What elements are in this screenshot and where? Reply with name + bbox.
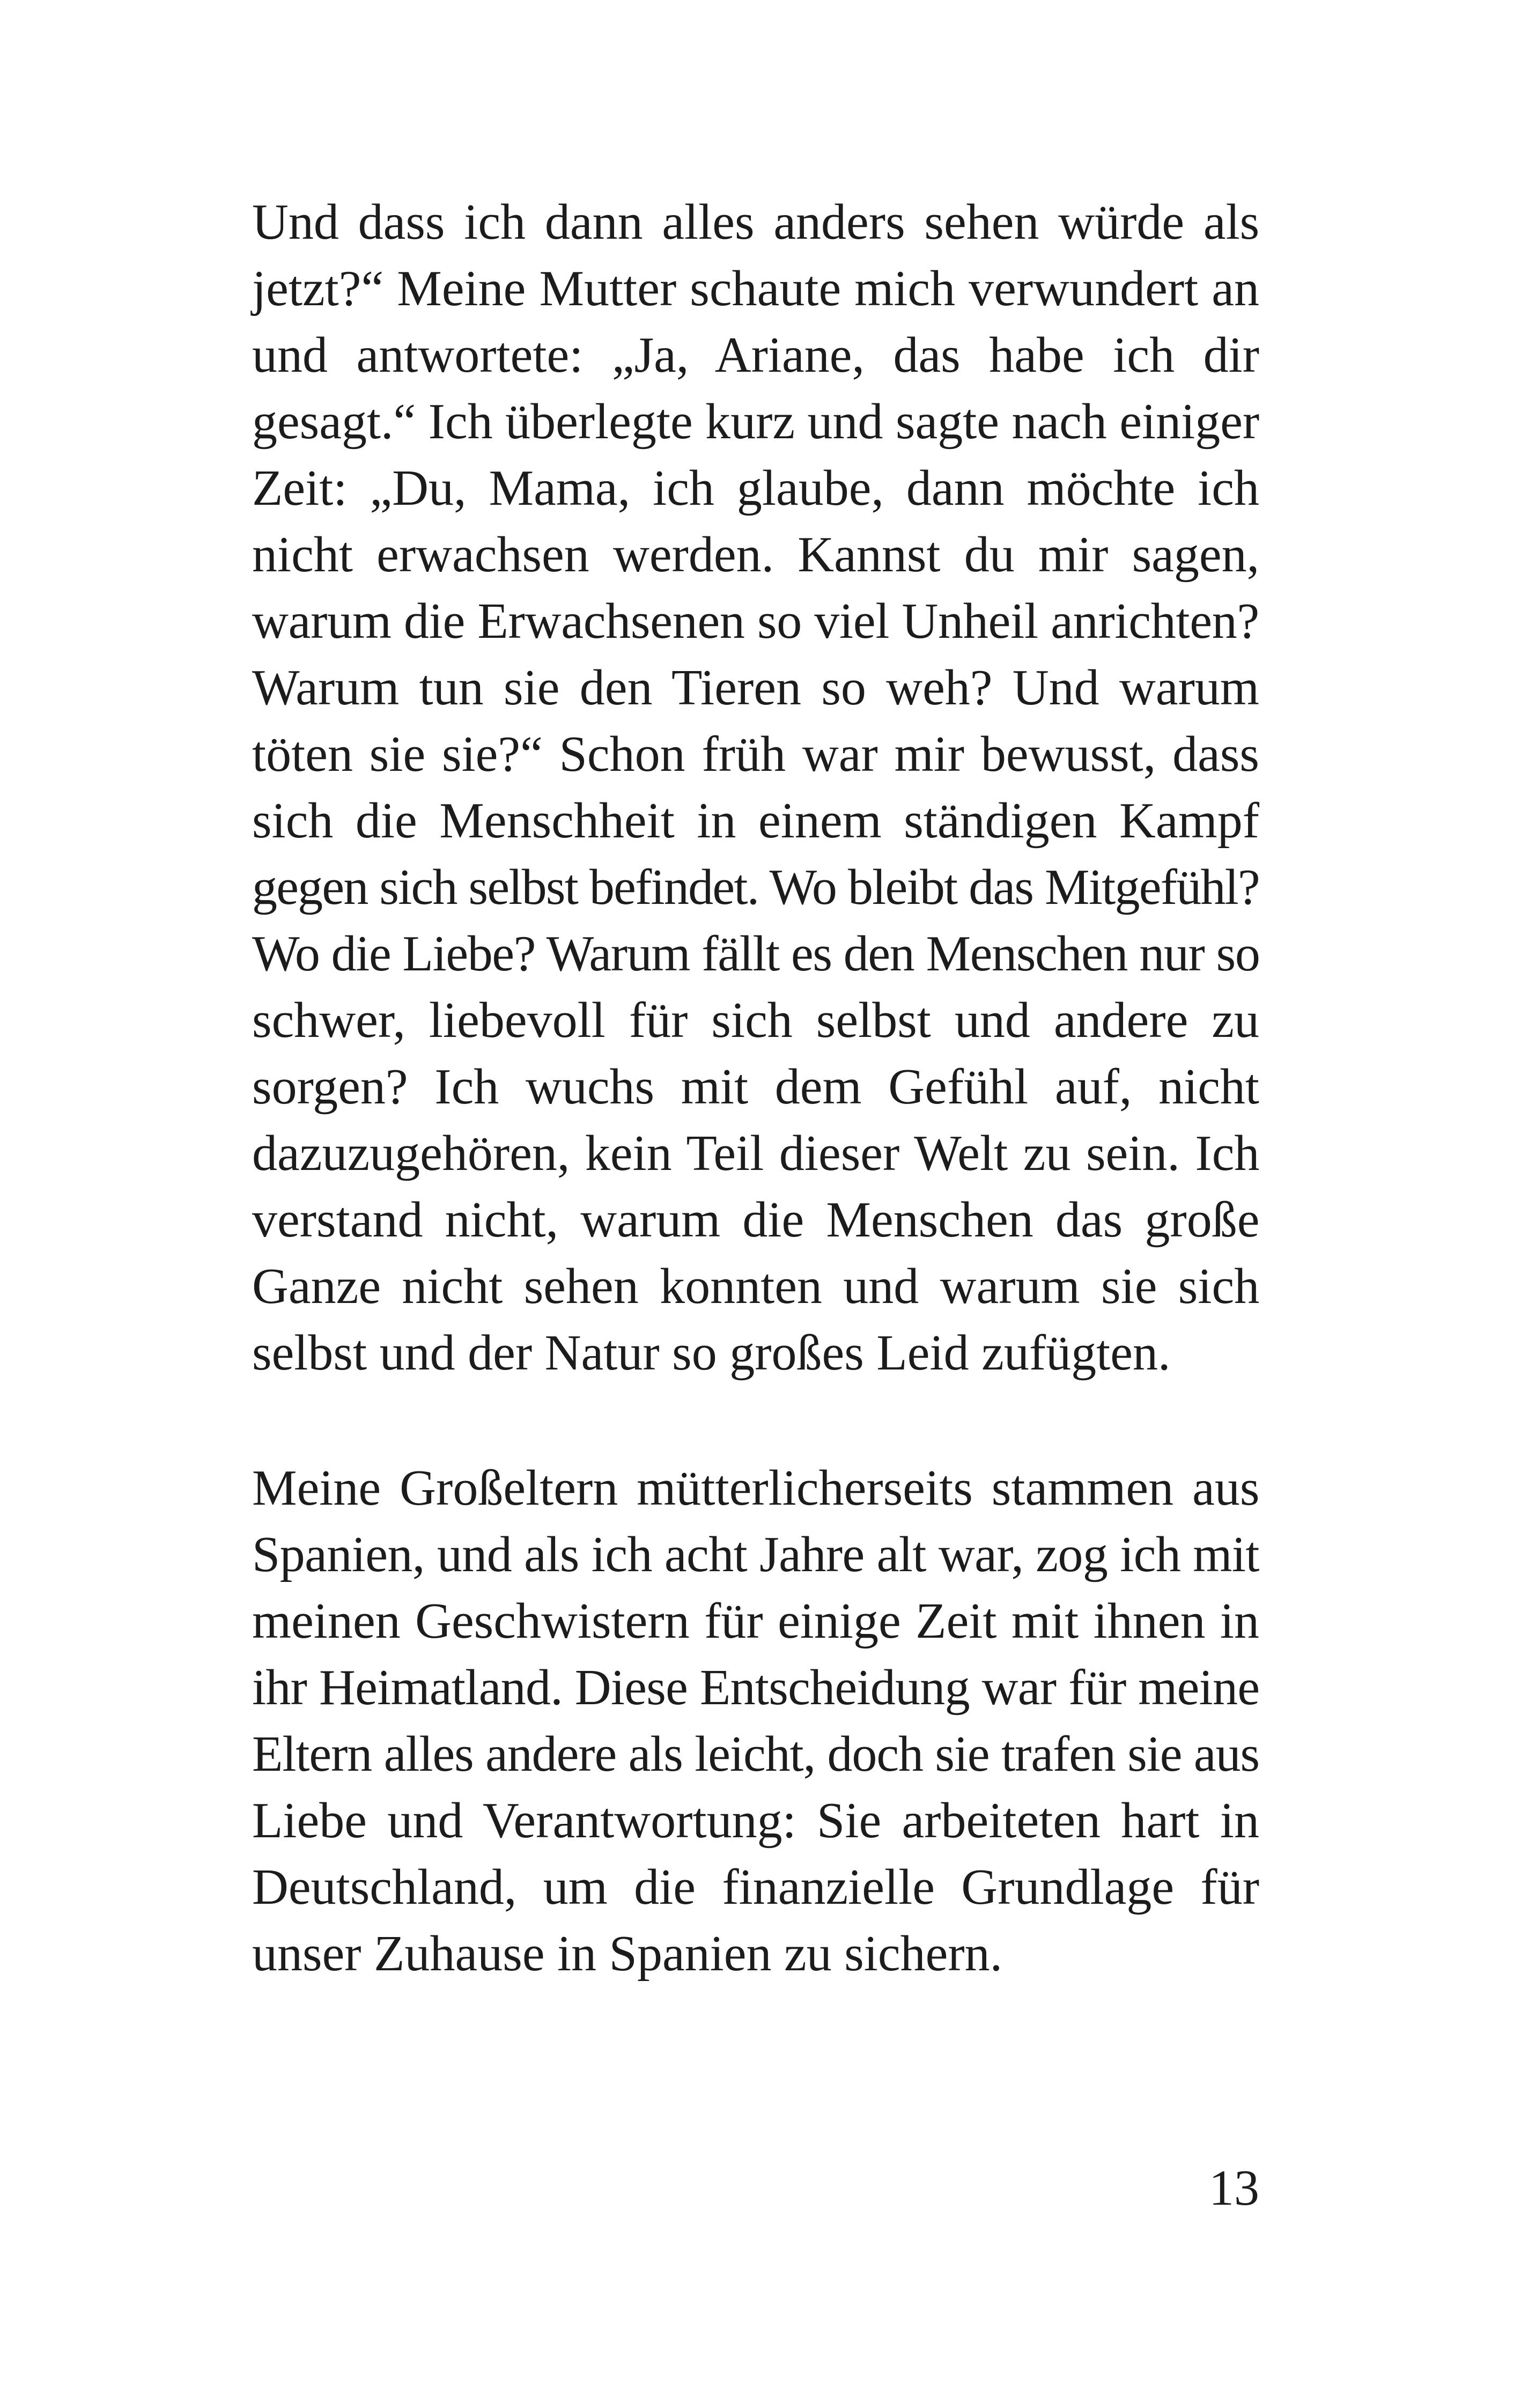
text-line: nicht erwachsen werden. Kannst du mir sagen,	[252, 527, 1260, 583]
text-line: Liebe und Verantwortung: Sie arbeiteten hart in	[252, 1793, 1259, 1849]
text-line: sorgen? Ich wuchs mit dem Gefühl auf, nicht	[252, 1059, 1260, 1115]
paragraph-2	[252, 1455, 1259, 1987]
text-line: meinen Geschwistern für einige Zeit mit ihnen in	[252, 1593, 1259, 1649]
text-line: gesagt.“ Ich überlegte kurz und sagte nach einiger	[252, 394, 1260, 450]
text-line: dazuzugehören, kein Teil dieser Welt zu sein. Ich	[252, 1125, 1260, 1181]
text-line: Ganze nicht sehen konnten und warum sie sich	[252, 1258, 1260, 1314]
page-number: 13	[1209, 2160, 1259, 2216]
text-line: warum die Erwachsenen so viel Unheil anrichten?	[252, 593, 1259, 649]
text-line: Spanien, und als ich acht Jahre alt war, zog ich mit	[252, 1527, 1259, 1582]
text-line: Meine Großeltern mütterlicherseits stammen aus	[252, 1460, 1260, 1516]
text-line: töten sie sie?“ Schon früh war mir bewusst, dass	[252, 726, 1259, 782]
text-line: Eltern alles andere als leicht, doch sie trafen sie aus	[252, 1726, 1259, 1782]
text-line: schwer, liebevoll für sich selbst und andere zu	[252, 992, 1259, 1048]
text-line: und antwortete: „Ja, Ariane, das habe ich dir	[252, 327, 1259, 383]
text-line: gegen sich selbst befindet. Wo bleibt das Mitgefühl?	[252, 859, 1259, 915]
text-line: Wo die Liebe? Warum fällt es den Menschen nur so	[252, 926, 1260, 982]
text-line: Zeit: „Du, Mama, ich glaube, dann möchte ich	[252, 460, 1259, 516]
text-line: unser Zuhause in Spanien zu sichern.	[252, 1926, 1003, 1982]
text-line: Warum tun sie den Tieren so weh? Und warum	[252, 660, 1259, 716]
text-line: verstand nicht, warum die Menschen das große	[252, 1192, 1260, 1248]
text-line: Und dass ich dann alles anders sehen würde als	[252, 194, 1260, 250]
text-line: Deutschland, um die finanzielle Grundlage für	[252, 1859, 1259, 1915]
text-line: jetzt?“ Meine Mutter schaute mich verwundert an	[252, 261, 1259, 316]
text-line: ihr Heimatland. Diese Entscheidung war für meine	[252, 1660, 1260, 1715]
text-line: sich die Menschheit in einem ständigen Kampf	[252, 793, 1259, 849]
paragraph-1	[252, 189, 1259, 1386]
text-line: selbst und der Natur so großes Leid zufügten.	[252, 1325, 1171, 1381]
